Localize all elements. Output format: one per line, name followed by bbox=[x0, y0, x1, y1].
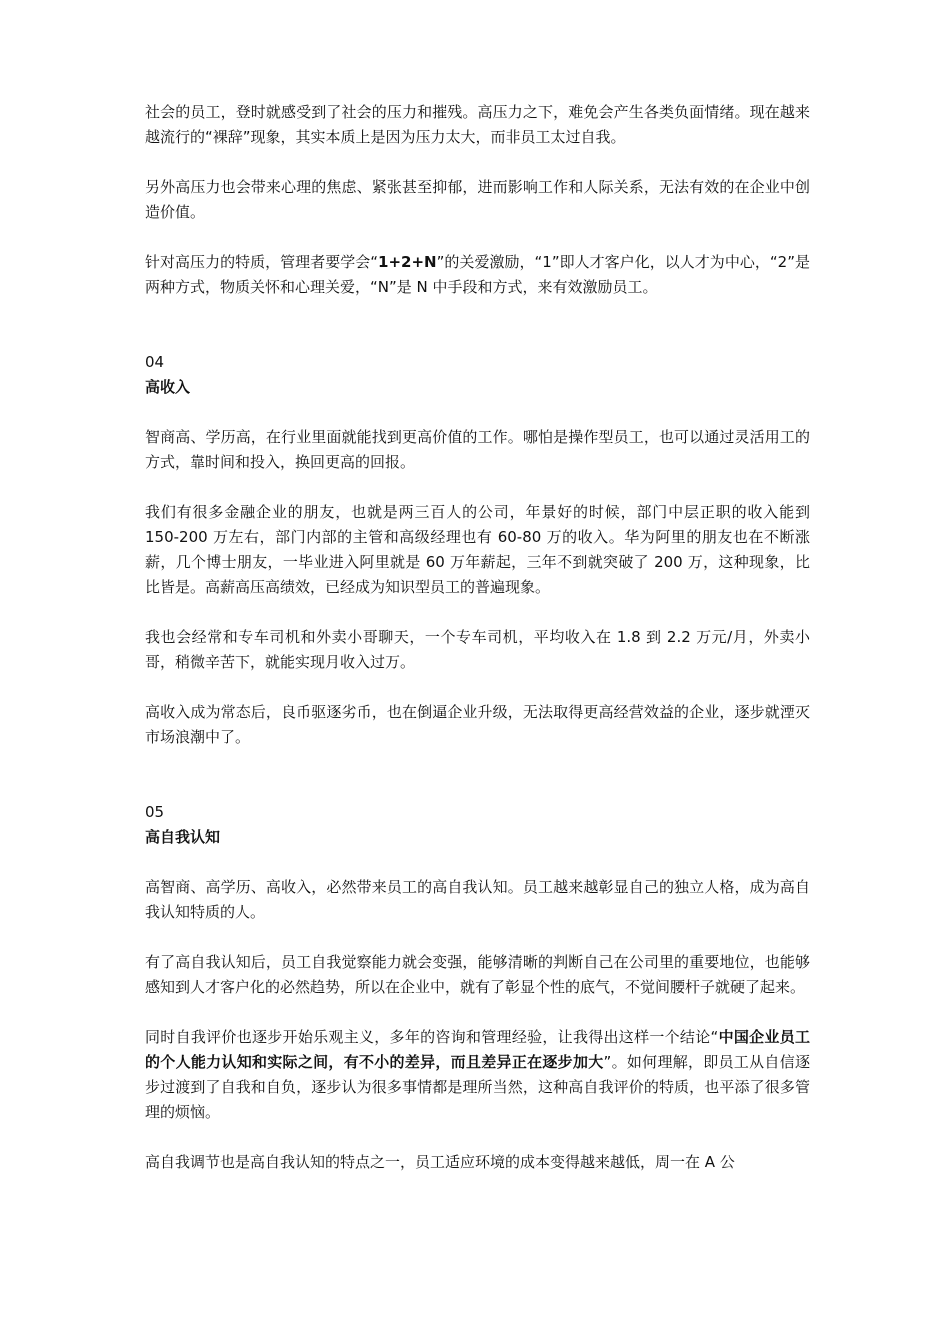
section-05-paragraph-1: 高智商、高学历、高收入，必然带来员工的高自我认知。员工越来越彰显自己的独立人格，成为高自我认知特质的人。 bbox=[145, 878, 810, 921]
intro-paragraph-2: 另外高压力也会带来心理的焦虑、紧张甚至抑郁，进而影响工作和人际关系，无法有效的在企业中创造价值。 bbox=[145, 178, 810, 221]
intro-paragraph-3-bold: 1+2+N bbox=[378, 253, 437, 271]
section-04-paragraph-4: 高收入成为常态后，良币驱逐劣币，也在倒逼企业升级，无法取得更高经营效益的企业，逐步就湮灭市场浪潮中了。 bbox=[145, 703, 810, 746]
intro-paragraph-3-start: 针对高压力的特质，管理者要学会“ bbox=[145, 253, 379, 271]
intro-paragraph-1: 社会的员工，登时就感受到了社会的压力和摧残。高压力之下，难免会产生各类负面情绪。现在越来越流行的“裸辞”现象，其实本质上是因为压力太大，而非员工太过自我。 bbox=[145, 103, 810, 146]
section-05-title: 高自我认知 bbox=[145, 828, 221, 846]
intro-paragraph-3-end: ”的关爱激励，“1”即人才客户化，以人才为中心，“2”是两种方式，物质关怀和心理关爱，“N”是 N 中手段和方式，来有效激励员工。 bbox=[145, 253, 810, 296]
section-04-paragraph-3: 我也会经常和专车司机和外卖小哥聊天，一个专车司机，平均收入在 1.8 到 2.2 万元/月，外卖小哥，稍微辛苦下，就能实现月收入过万。 bbox=[145, 628, 810, 671]
section-05-paragraph-3-start: 同时自我评价也逐步开始乐观主义，多年的咨询和管理经验，让我得出这样一个结论“ bbox=[145, 1028, 719, 1046]
section-05-paragraph-3-bold: 中国企业员工的个人能力认知和实际之间，有不小的差异，而且差异正在逐步加大 bbox=[145, 1028, 810, 1071]
section-05-paragraph-2: 有了高自我认知后，员工自我觉察能力就会变强，能够清晰的判断自己在公司里的重要地位，也能够感知到人才客户化的必然趋势，所以在企业中，就有了彰显个性的底气，不觉间腰杆子就硬了起来。 bbox=[145, 953, 810, 996]
section-05-number: 05 bbox=[145, 803, 165, 821]
document-page bbox=[145, 100, 810, 1175]
section-05-paragraph-3-end: ”。如何理解，即员工从自信逐步过渡到了自我和自负，逐步认为很多事情都是理所当然，这种高自我评价的特质，也平添了很多管理的烦恼。 bbox=[145, 1053, 810, 1121]
intro-paragraph-3 bbox=[145, 250, 810, 300]
section-05-paragraph-3 bbox=[145, 1025, 810, 1125]
section-04-title: 高收入 bbox=[145, 378, 191, 396]
section-04-paragraph-1: 智商高、学历高，在行业里面就能找到更高价值的工作。哪怕是操作型员工，也可以通过灵活用工的方式，靠时间和投入，换回更高的回报。 bbox=[145, 428, 810, 471]
section-04-paragraph-2: 我们有很多金融企业的朋友，也就是两三百人的公司，年景好的时候，部门中层正职的收入能到 150-200 万左右，部门内部的主管和高级经理也有 60-80 万的收入。华为阿里的朋友也在不断涨薪，几个博士朋友，一毕业进入阿里就是 60 万年薪起，三年不到就突破了 200 万，这种现象，比比皆是。高薪高压高绩效，已经成为知识型员工的普遍现象。 bbox=[145, 503, 810, 596]
section-04-number: 04 bbox=[145, 353, 165, 371]
section-05-paragraph-4: 高自我调节也是高自我认知的特点之一，员工适应环境的成本变得越来越低，周一在 A 公 bbox=[145, 1153, 735, 1171]
